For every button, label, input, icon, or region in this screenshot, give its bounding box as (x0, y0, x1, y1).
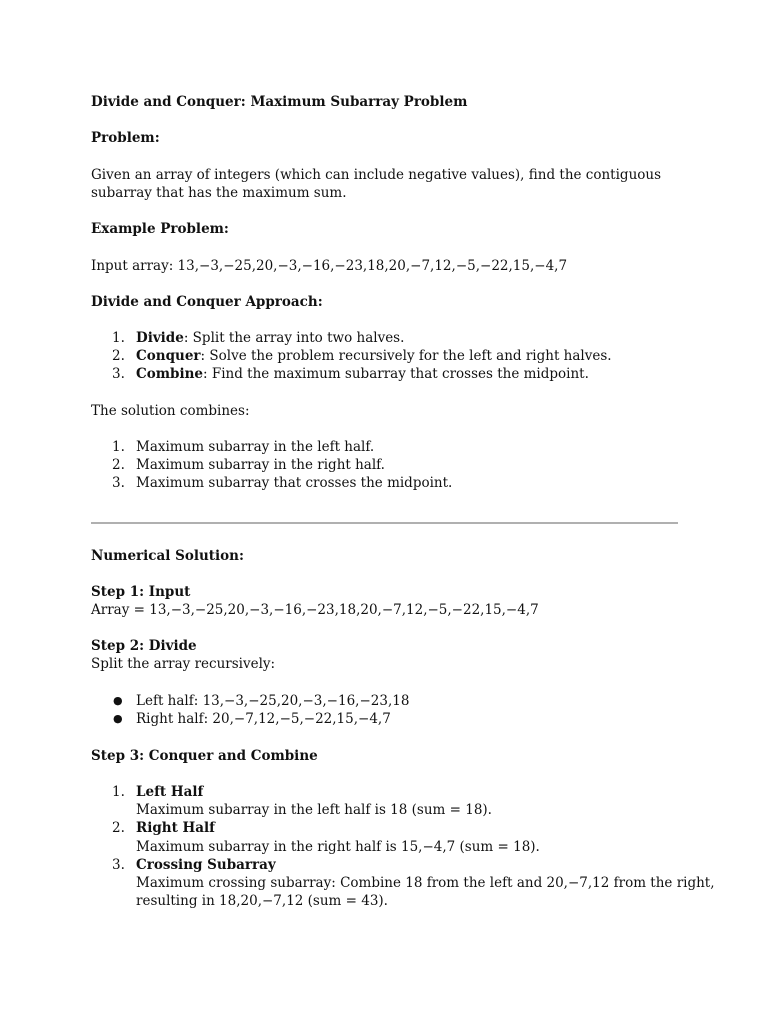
horizontal-divider (91, 522, 678, 524)
bullet-icon: ● (113, 694, 123, 707)
list-item: 2. Conquer: Solve the problem recursively for the left and right halves. (112, 348, 612, 365)
step-text: : Split the array into two halves. (183, 330, 405, 346)
problem-text-line-1: Given an array of integers (which can include negative values), find the contiguous (91, 167, 662, 183)
step-text: : Solve the problem recursively for the left and right halves. (200, 348, 612, 365)
step-term: Combine (136, 366, 204, 383)
approach-heading: Divide and Conquer Approach: (91, 294, 323, 310)
step-term: Conquer (136, 348, 201, 365)
list-item: 1. Divide: Split the array into two halves. (112, 330, 405, 346)
problem-heading: Problem: (91, 130, 160, 146)
numerical-heading: Numerical Solution: (91, 548, 244, 564)
item-term: Left Half (136, 784, 204, 800)
example-input: Input array: 13,−3,−25,20,−3,−16,−23,18,20,−7,12,−5,−22,15,−4,7 (91, 258, 568, 274)
bullet-icon: ● (113, 712, 123, 726)
step1-text: Array = 13,−3,−25,20,−3,−16,−23,18,20,−7,12,−5,−22,15,−4,7 (91, 602, 539, 618)
list-item: 2. Maximum subarray in the right half. (112, 457, 385, 474)
step1-heading: Step 1: Input (91, 584, 191, 600)
approach-steps-list (91, 329, 691, 384)
item-text: Maximum subarray in the left half is 18 (sum = 18). (136, 802, 492, 819)
item-text: Maximum subarray in the right half is 15,−4,7 (sum = 18). (136, 838, 540, 855)
combines-list (91, 438, 691, 493)
step3-list (91, 783, 715, 910)
list-item: 3. Maximum subarray that crosses the midpoint. (112, 475, 453, 492)
item-text-line-1: Maximum crossing subarray: Combine 18 from the left and 20,−7,12 from the right, (136, 875, 715, 892)
step-term: Divide (136, 330, 184, 346)
list-item: ● Left half: 13,−3,−25,20,−3,−16,−23,18 (113, 693, 410, 709)
halves-bullet-list (91, 692, 691, 728)
document-title: Divide and Conquer: Maximum Subarray Problem (91, 94, 468, 110)
example-heading: Example Problem: (91, 221, 229, 237)
list-item: 3. Combine: Find the maximum subarray that crosses the midpoint. (112, 366, 589, 383)
step2-text: Split the array recursively: (91, 656, 276, 672)
step3-heading: Step 3: Conquer and Combine (91, 748, 318, 764)
item-term: Right Half (136, 820, 215, 837)
list-item: 1. Maximum subarray in the left half. (112, 439, 375, 455)
step-text: : Find the maximum subarray that crosses the midpoint. (203, 366, 589, 383)
problem-text-line-2: subarray that has the maximum sum. (91, 185, 347, 201)
step2-heading: Step 2: Divide (91, 638, 197, 654)
list-item: 2. Right Half Maximum subarray in the right half is 15,−4,7 (sum = 18). (112, 820, 540, 855)
list-item: 1. Left Half Maximum subarray in the left half is 18 (sum = 18). (112, 784, 492, 819)
list-item: ● Right half: 20,−7,12,−5,−22,15,−4,7 (113, 711, 391, 728)
item-term: Crossing Subarray (136, 856, 276, 873)
list-item: 3. Crossing Subarray Maximum crossing subarray: Combine 18 from the left and 20,−7,12 from the right, resulting in 18,20,−7,12 (sum = 43). (112, 856, 715, 910)
item-text-line-2: resulting in 18,20,−7,12 (sum = 43). (136, 893, 388, 910)
combines-intro: The solution combines: (91, 403, 250, 419)
